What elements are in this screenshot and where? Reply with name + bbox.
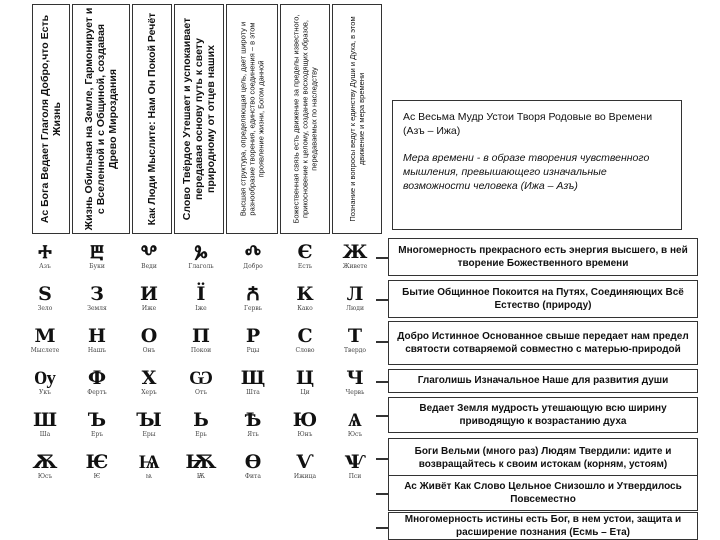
intro-line-1: Ас Весьма Мудр Устои Творя Родовые во Времени (Азъ – Ижа): [403, 111, 653, 137]
connector-line: [376, 415, 388, 417]
statement-text: Добро Истинное Основанное свыше передает нам предел святости сотваряемой совместно с матерью-природой: [397, 330, 689, 355]
statement-box: [388, 475, 698, 511]
letter-glyph: Щ: [240, 367, 266, 389]
letter-name: Люди: [346, 305, 364, 312]
letter-glyph: Т: [347, 325, 363, 347]
connector-line: [376, 257, 388, 259]
letter-cell: [330, 368, 380, 400]
statement-text: Боги Вельми (много раз) Людям Твердили: идите и возвращайтесь к своим истокам (корням, устоям): [414, 445, 672, 470]
letter-name: Ижица: [293, 473, 317, 480]
letter-name: Шта: [246, 389, 260, 396]
letter-name: Ять: [247, 431, 259, 438]
letter-name: Еры: [142, 431, 156, 438]
letter-glyph: М: [34, 325, 56, 347]
letter-cell: [330, 284, 380, 316]
letter-glyph: И: [140, 283, 158, 305]
intro-line-2: Мера времени - в образе творения чувственного мышления, превышающего изначальные возможности человека (Ижа – Азъ): [403, 152, 650, 192]
letter-glyph: О: [140, 325, 158, 347]
letter-cell: [72, 368, 122, 400]
letter-glyph: Ь: [193, 409, 209, 431]
letter-name: Слово: [295, 347, 315, 354]
letter-cell: [228, 284, 278, 316]
column-text: Ас Бога Ведает Глаголя Добро,что Есть Жизнь: [38, 14, 63, 224]
letter-name: Онъ: [142, 347, 156, 354]
letter-cell: [72, 452, 122, 484]
letter-glyph: Ѡ: [189, 367, 213, 389]
connector-line: [376, 527, 388, 529]
letter-name: Како: [297, 305, 313, 312]
letter-cell: [280, 242, 330, 274]
column-header-3: [132, 4, 172, 234]
letter-cell: [228, 368, 278, 400]
statement-text: Ас Живёт Как Слово Цельное Снизошло и Утвердилось Повсеместно: [404, 480, 682, 505]
letter-glyph: П: [192, 325, 210, 347]
letter-glyph: Х: [141, 367, 157, 389]
letter-glyph: Ѩ: [138, 451, 160, 473]
letter-cell: [124, 284, 174, 316]
letter-cell: [228, 410, 278, 442]
connector-line: [376, 458, 388, 460]
letter-name: Херъ: [141, 389, 157, 396]
letter-cell: [72, 284, 122, 316]
column-header-6: [280, 4, 330, 234]
letter-glyph: З: [90, 283, 104, 305]
letter-glyph: Ѥ: [85, 451, 109, 473]
letter-name: Иже: [141, 305, 157, 312]
letter-glyph: С: [297, 325, 313, 347]
letter-glyph: Р: [245, 325, 261, 347]
letter-cell: [176, 326, 226, 358]
letter-name: Юсъ: [347, 431, 363, 438]
letter-cell: [228, 452, 278, 484]
letter-glyph: Ѭ: [185, 451, 217, 473]
letter-glyph: Ч: [346, 367, 364, 389]
letter-name: Земля: [87, 305, 107, 312]
letter-glyph: Ѕ: [38, 283, 52, 305]
letter-glyph: Ⰳ: [194, 241, 208, 263]
letter-glyph: Ї: [196, 283, 206, 305]
letter-glyph: Ѹ: [34, 367, 56, 389]
statement-text: Ведает Земля мудрость утешающую всю ширину приводящую к возрастанию духа: [419, 402, 667, 427]
letter-name: Фертъ: [87, 389, 107, 396]
connector-line: [376, 341, 388, 343]
letter-name: Юсъ: [37, 473, 53, 480]
column-text: Высшая структура, определяющая цель, дает широту и разнообразие творения, единство соединения – в этом проявление жизни, Богом данной: [238, 21, 266, 217]
letter-glyph: Ф: [87, 367, 107, 389]
statement-text: Многомерность истины есть Бог, в нем устои, защита и расширение познания (Есмь – Ета): [404, 513, 682, 538]
letter-glyph: Ⰲ: [140, 241, 158, 263]
letter-glyph: Ⰱ: [90, 241, 104, 263]
connector-line: [376, 299, 388, 301]
letter-cell: [280, 410, 330, 442]
letter-glyph: Ъ: [87, 409, 107, 431]
alphabet-grid: [20, 238, 380, 540]
letter-glyph: Ц: [295, 367, 315, 389]
letter-name: Фита: [245, 473, 261, 480]
letter-cell: [280, 368, 330, 400]
letter-glyph: Ѱ: [344, 451, 366, 473]
letter-cell: [124, 326, 174, 358]
letter-cell: [176, 284, 226, 316]
letter-glyph: Ⰴ: [244, 241, 262, 263]
column-text: Как Люди Мыслите: Нам Он Покой Речёт: [145, 12, 158, 226]
letter-name: Зело: [37, 305, 53, 312]
statement-text: Глаголишь Изначальное Наше для развития души: [417, 375, 669, 387]
column-header-5: [226, 4, 278, 234]
statement-text: Многомерность прекрасного есть энергия высшего, в ней творение Божественного времени: [398, 244, 688, 269]
letter-cell: [280, 284, 330, 316]
statement-box: [388, 397, 698, 433]
letter-glyph: Ꙉ: [246, 283, 260, 305]
letter-cell: [124, 452, 174, 484]
letter-name: Веди: [141, 263, 157, 270]
intro-box: [392, 100, 682, 230]
letter-cell: [280, 326, 330, 358]
letter-cell: [20, 326, 70, 358]
letter-name: Ци: [300, 389, 310, 396]
statement-text: Бытие Общинное Покоится на Путях, Соединяющих Всё Естество (природу): [402, 286, 684, 311]
connector-line: [376, 493, 388, 495]
letter-glyph: Ж: [342, 241, 368, 263]
letter-name: Ерь: [195, 431, 207, 438]
letter-name: Нашъ: [87, 347, 107, 354]
statement-box: [388, 512, 698, 540]
letter-cell: [124, 368, 174, 400]
letter-cell: [20, 242, 70, 274]
letter-name: Гервь: [243, 305, 262, 312]
letter-name: Укъ: [39, 389, 51, 396]
letter-cell: [72, 410, 122, 442]
letter-cell: [20, 410, 70, 442]
letter-cell: [176, 242, 226, 274]
statement-box: [388, 280, 698, 318]
letter-name: Отъ: [194, 389, 208, 396]
letter-cell: [72, 326, 122, 358]
letter-name: Добро: [243, 263, 263, 270]
letter-name: Рцы: [246, 347, 260, 354]
letter-name: Іже: [195, 305, 207, 312]
letter-name: Юнъ: [297, 431, 313, 438]
statement-box: [388, 438, 698, 478]
column-header-1: [32, 4, 70, 234]
letter-cell: [228, 242, 278, 274]
letter-cell: [330, 410, 380, 442]
column-header-4: [174, 4, 224, 234]
letter-glyph: К: [296, 283, 314, 305]
letter-name: Ша: [39, 431, 51, 438]
letter-glyph: Ш: [32, 409, 58, 431]
letter-cell: [176, 368, 226, 400]
letter-name: Ѥ: [93, 473, 101, 480]
letter-name: Пси: [348, 473, 362, 480]
column-header-7: [332, 4, 382, 234]
letter-name: Живете: [342, 263, 368, 270]
letter-name: Есть: [297, 263, 313, 270]
letter-name: Твердо: [343, 347, 367, 354]
letter-glyph: Л: [346, 283, 364, 305]
column-text: Познание и вопросы ведут к единству Души и Духа, в этом движение и мера времени: [348, 16, 366, 222]
letter-name: Червь: [345, 389, 365, 396]
letter-name: Еръ: [90, 431, 104, 438]
letter-glyph: Н: [88, 325, 106, 347]
letter-glyph: Ѣ: [244, 409, 262, 431]
column-text: Жизнь Обильная на Земле, Гармонирует и с Вселенной и с Общиной, создавая Древо Мироздания: [82, 7, 120, 231]
column-text: Слово Твёрдое Утешает и успокаивает передавая основу путь к свету природному от отцев наших: [180, 17, 218, 221]
letter-cell: [20, 452, 70, 484]
letter-name: Мыслете: [30, 347, 60, 354]
letter-cell: [20, 284, 70, 316]
letter-name: Азъ: [39, 263, 51, 270]
letter-cell: [176, 410, 226, 442]
letter-cell: [330, 242, 380, 274]
letter-glyph: Ѵ: [296, 451, 314, 473]
letter-cell: [124, 242, 174, 274]
letter-cell: [330, 452, 380, 484]
letter-glyph: Ⰰ: [38, 241, 52, 263]
letter-cell: [330, 326, 380, 358]
letter-glyph: Ꙑ: [136, 409, 162, 431]
letter-cell: [280, 452, 330, 484]
column-header-2: [72, 4, 130, 234]
letter-cell: [176, 452, 226, 484]
letter-glyph: Ѧ: [348, 409, 362, 431]
letter-glyph: Ѫ: [32, 451, 58, 473]
letter-cell: [20, 368, 70, 400]
connector-line: [376, 381, 388, 383]
letter-name: Глаголь: [188, 263, 214, 270]
letter-cell: [72, 242, 122, 274]
letter-glyph: Є: [297, 241, 313, 263]
statement-box: [388, 238, 698, 276]
statement-box: [388, 369, 698, 393]
letter-cell: [228, 326, 278, 358]
statement-box: [388, 321, 698, 365]
letter-name: Ѭ: [196, 473, 206, 480]
letter-name: Ѩ: [145, 473, 153, 480]
letter-glyph: Ѳ: [244, 451, 262, 473]
letter-glyph: Ю: [292, 409, 318, 431]
letter-cell: [124, 410, 174, 442]
letter-name: Буки: [89, 263, 105, 270]
letter-name: Покои: [190, 347, 212, 354]
column-text: Божественная связь есть движение за пределы известного, прикосновение к целому, создание восходящих образов, передаваемых по наследству: [291, 14, 319, 224]
